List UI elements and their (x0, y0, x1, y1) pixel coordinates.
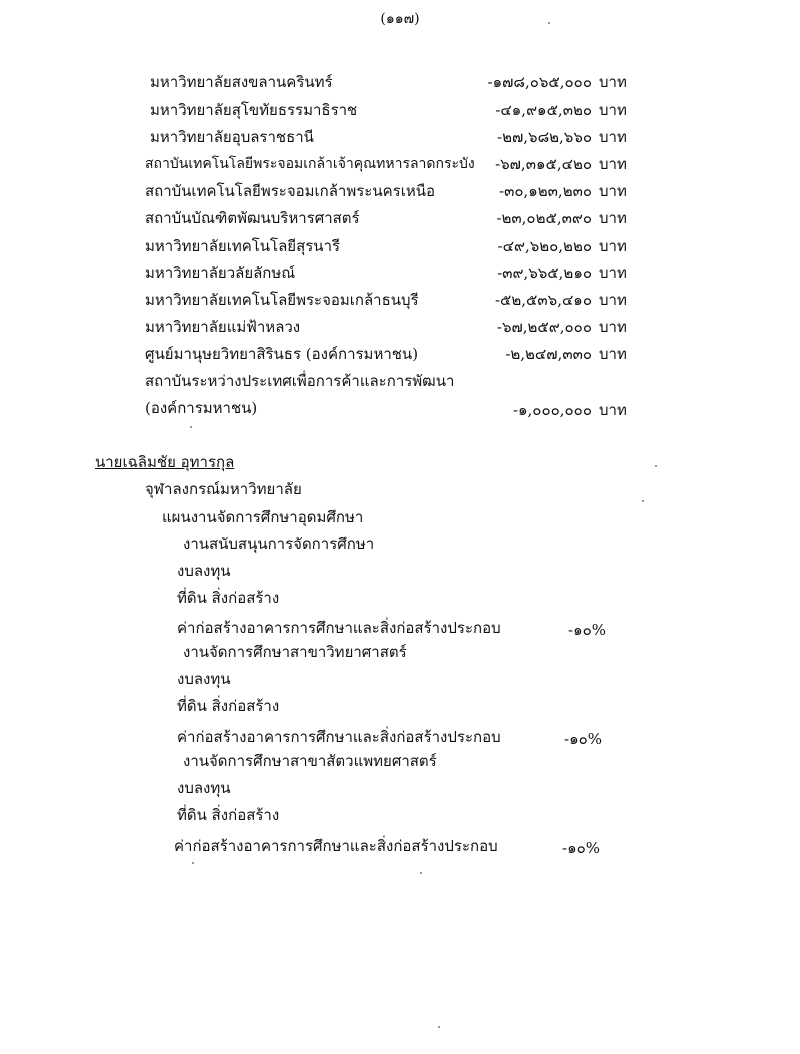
allocation-unit: บาท (599, 264, 627, 282)
budget-category: ที่ดิน สิ่งก่อสร้าง (177, 589, 280, 607)
allocation-name: มหาวิทยาลัยเทคโนโลยีสุรนารี (145, 237, 341, 255)
allocation-name: มหาวิทยาลัยวลัยลักษณ์ (145, 264, 296, 282)
allocation-name: มหาวิทยาลัยเทคโนโลยีพระจอมเกล้าธนบุรี (145, 291, 419, 309)
page-number: (๑๑๗) (380, 11, 420, 27)
allocation-unit: บาท (599, 291, 627, 309)
allocation-unit: บาท (599, 209, 627, 227)
allocation-name: ศูนย์มานุษยวิทยาสิรินธร (องค์การมหาชน) (145, 345, 419, 363)
allocation-amount: -๒,๒๔๗,๓๓๐ (505, 345, 592, 363)
scan-speck (642, 500, 644, 502)
allocation-amount: -๓๐,๑๒๓,๒๓๐ (499, 182, 592, 200)
allocation-amount: -๑,๐๐๐,๐๐๐ (512, 401, 592, 419)
allocation-name-line2: (องค์การมหาชน) (145, 399, 258, 417)
allocation-amount: -๔๙,๖๒๐,๒๒๐ (497, 237, 592, 255)
allocation-amount: -๑๗๘,๐๖๕,๐๐๐ (487, 73, 592, 91)
allocation-unit: บาท (599, 128, 627, 146)
allocation-unit: บาท (599, 318, 627, 336)
allocation-unit: บาท (599, 101, 627, 119)
plan-name: แผนงานจัดการศึกษาอุดมศึกษา (162, 508, 364, 526)
budget-type: งบลงทุน (177, 670, 231, 688)
allocation-name: สถาบันเทคโนโลยีพระจอมเกล้าเจ้าคุณทหารลาดกระบัง (145, 156, 475, 172)
budget-category: ที่ดิน สิ่งก่อสร้าง (177, 806, 280, 824)
speaker-name: นายเฉลิมชัย อุทารกุล (95, 453, 235, 471)
budget-type: งบลงทุน (177, 562, 231, 580)
allocation-amount: -๖๗,๓๑๕,๔๒๐ (495, 155, 592, 173)
allocation-amount: -๓๙,๖๖๕,๒๑๐ (497, 264, 592, 282)
allocation-amount: -๒๓,๐๒๕,๓๙๐ (496, 209, 592, 227)
budget-item: ค่าก่อสร้างอาคารการศึกษาและสิ่งก่อสร้างประกอบ (177, 728, 501, 746)
allocation-amount: -๖๗,๒๕๙,๐๐๐ (496, 318, 592, 336)
allocation-amount: -๔๑,๙๑๕,๓๒๐ (495, 101, 592, 119)
scan-speck (438, 1026, 440, 1028)
allocation-unit: บาท (599, 155, 627, 173)
university-name: จุฬาลงกรณ์มหาวิทยาลัย (145, 480, 302, 498)
allocation-unit: บาท (599, 237, 627, 255)
allocation-name: มหาวิทยาลัยสุโขทัยธรรมาธิราช (150, 101, 358, 119)
scan-speck (420, 872, 422, 874)
work-name: งานจัดการศึกษาสาขาวิทยาศาสตร์ (183, 643, 407, 661)
budget-category: ที่ดิน สิ่งก่อสร้าง (177, 697, 280, 715)
allocation-name-line1: สถาบันระหว่างประเทศเพื่อการค้าและการพัฒนา (145, 372, 455, 390)
allocation-name: มหาวิทยาลัยสงขลานครินทร์ (150, 73, 333, 91)
budget-item: ค่าก่อสร้างอาคารการศึกษาและสิ่งก่อสร้างประกอบ (174, 837, 498, 855)
scan-speck (655, 465, 657, 467)
allocation-amount: -๒๗,๖๘๒,๖๖๐ (497, 128, 592, 146)
budget-type: งบลงทุน (177, 779, 231, 797)
cut-percent: -๑๐% (568, 621, 606, 639)
allocation-name: มหาวิทยาลัยแม่ฟ้าหลวง (145, 318, 301, 336)
allocation-name: สถาบันบัณฑิตพัฒนบริหารศาสตร์ (145, 209, 360, 227)
allocation-unit: บาท (599, 73, 627, 91)
allocation-unit: บาท (599, 401, 627, 419)
allocation-name: มหาวิทยาลัยอุบลราชธานี (150, 128, 314, 146)
work-name: งานสนับสนุนการจัดการศึกษา (183, 535, 375, 553)
allocation-name: สถาบันเทคโนโลยีพระจอมเกล้าพระนครเหนือ (145, 182, 435, 200)
scan-speck (548, 22, 550, 24)
cut-percent: -๑๐% (564, 730, 602, 748)
allocation-unit: บาท (599, 182, 627, 200)
cut-percent: -๑๐% (562, 839, 600, 857)
scan-speck (190, 426, 192, 428)
scan-speck (192, 862, 194, 864)
allocation-unit: บาท (599, 345, 627, 363)
allocation-amount: -๕๒,๕๓๖,๔๑๐ (494, 291, 592, 309)
budget-item: ค่าก่อสร้างอาคารการศึกษาและสิ่งก่อสร้างประกอบ (177, 619, 501, 637)
work-name: งานจัดการศึกษาสาขาสัตวแพทยศาสตร์ (183, 752, 437, 770)
